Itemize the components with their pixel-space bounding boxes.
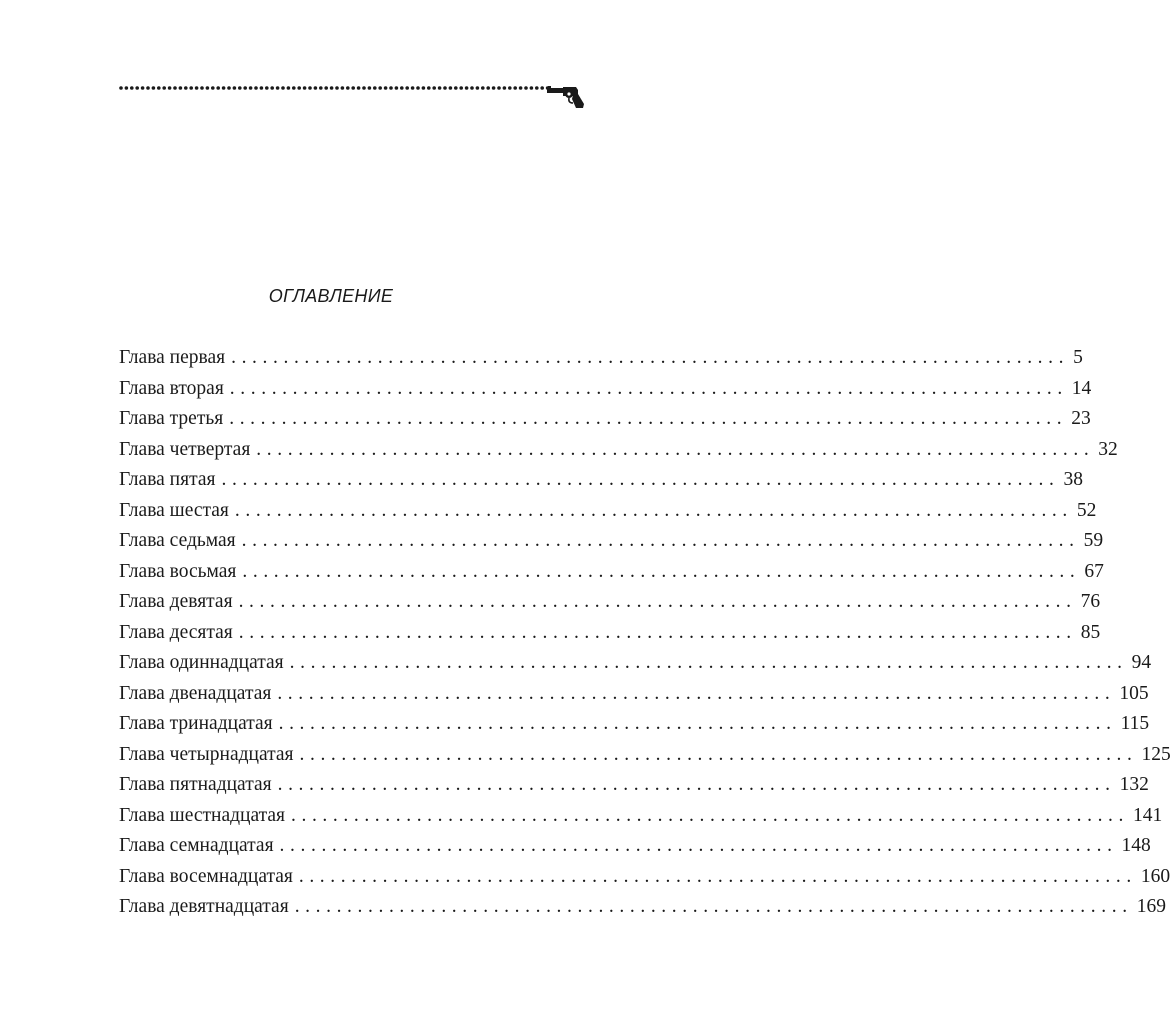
toc-entry-label: Глава третья	[119, 408, 224, 429]
toc-entry-label: Глава семнадцатая	[119, 835, 274, 856]
toc-dot-leader: ................................................................................	[238, 621, 1077, 643]
toc-dot-leader: ................................................................................	[256, 438, 1095, 460]
toc-dot-leader: ................................................................................	[231, 347, 1070, 368]
toc-entry	[119, 587, 1101, 618]
toc-entry-page-number: 38	[1063, 469, 1083, 490]
toc-entry-page-number: 5	[1073, 347, 1083, 368]
toc-entry	[119, 465, 1083, 496]
toc-dot-leader: ................................................................................	[229, 377, 1068, 399]
toc-entry	[119, 435, 1118, 466]
toc-entry-page-number: 23	[1071, 408, 1091, 429]
toc-entry-page-number: 132	[1119, 774, 1149, 795]
toc-entry	[119, 496, 1097, 527]
toc-entry-page-number: 141	[1133, 804, 1163, 826]
toc-entry-label: Глава четвертая	[119, 438, 251, 460]
toc-dot-leader: ................................................................................	[234, 499, 1073, 521]
toc-entry-label: Глава шестнадцатая	[119, 804, 285, 826]
toc-entry-label: Глава десятая	[119, 621, 233, 643]
toc-entry	[119, 801, 1163, 832]
toc-dot-leader: ................................................................................	[277, 774, 1116, 795]
toc-entry	[119, 404, 1091, 435]
toc-entry-page-number: 59	[1083, 530, 1104, 551]
toc-dot-leader: ................................................................................	[238, 591, 1077, 612]
toc-entry	[119, 557, 1104, 588]
toc-entry-label: Глава первая	[119, 347, 226, 368]
toc-entry-page-number: 32	[1098, 438, 1118, 460]
toc-dot-leader: ................................................................................	[277, 682, 1116, 704]
toc-entry	[119, 679, 1149, 710]
toc-entry-page-number: 169	[1136, 896, 1166, 917]
toc-dot-leader: ................................................................................	[242, 560, 1081, 582]
toc-dot-leader: ................................................................................	[298, 865, 1137, 887]
toc-entry	[119, 618, 1101, 649]
toc-dot-leader: ................................................................................	[278, 713, 1117, 734]
toc-entry	[119, 862, 1171, 893]
toc-title: ОГЛАВЛЕНИЕ	[268, 286, 394, 306]
toc-entry-page-number: 125	[1141, 743, 1171, 765]
toc-entry-page-number: 160	[1140, 865, 1171, 887]
toc-entry-label: Глава пятая	[119, 469, 216, 490]
toc-entry-label: Глава восемнадцатая	[119, 865, 293, 887]
toc-entry-page-number: 14	[1071, 377, 1092, 399]
toc-entry-page-number: 105	[1119, 682, 1149, 704]
toc-entry-label: Глава одиннадцатая	[119, 652, 284, 673]
toc-entry-label: Глава двенадцатая	[119, 682, 272, 704]
toc-dot-leader: ................................................................................	[229, 408, 1068, 429]
toc-entry-page-number: 52	[1076, 499, 1097, 521]
toc-entry	[119, 343, 1083, 374]
toc-entry	[119, 709, 1150, 740]
dotted-header-rule	[119, 83, 551, 93]
toc-entry-label: Глава седьмая	[119, 530, 236, 551]
toc-entry	[119, 892, 1166, 923]
toc-entry	[119, 526, 1104, 557]
revolver-icon	[547, 86, 585, 108]
toc-dot-leader: ................................................................................	[291, 804, 1129, 826]
toc-entry-label: Глава шестая	[119, 499, 229, 521]
toc-entry-page-number: 115	[1120, 713, 1150, 734]
toc-dot-leader: ................................................................................	[279, 835, 1118, 856]
toc-entry-label: Глава вторая	[119, 377, 224, 399]
toc-entry-label: Глава восьмая	[119, 560, 237, 582]
toc-entry	[119, 648, 1152, 679]
toc-list	[119, 343, 1171, 923]
toc-entry-page-number: 94	[1131, 652, 1152, 673]
toc-entry-page-number: 76	[1080, 591, 1101, 612]
toc-dot-leader: ................................................................................	[299, 743, 1138, 765]
toc-dot-leader: ................................................................................	[241, 530, 1080, 551]
toc-dot-leader: ................................................................................	[221, 469, 1060, 490]
toc-entry-page-number: 67	[1084, 560, 1104, 582]
toc-entry	[119, 374, 1092, 405]
toc-entry-label: Глава тринадцатая	[119, 713, 273, 734]
toc-entry-label: Глава пятнадцатая	[119, 774, 272, 795]
toc-entry-label: Глава девятая	[119, 591, 233, 612]
toc-entry-label: Глава девятнадцатая	[119, 896, 289, 917]
toc-entry	[119, 770, 1149, 801]
toc-entry	[119, 831, 1151, 862]
toc-entry-page-number: 148	[1121, 835, 1151, 856]
toc-entry	[119, 740, 1171, 771]
toc-entry-page-number: 85	[1080, 621, 1101, 643]
toc-dot-leader: ................................................................................	[289, 652, 1128, 673]
toc-dot-leader: ................................................................................	[294, 896, 1133, 917]
toc-entry-label: Глава четырнадцатая	[119, 743, 294, 765]
